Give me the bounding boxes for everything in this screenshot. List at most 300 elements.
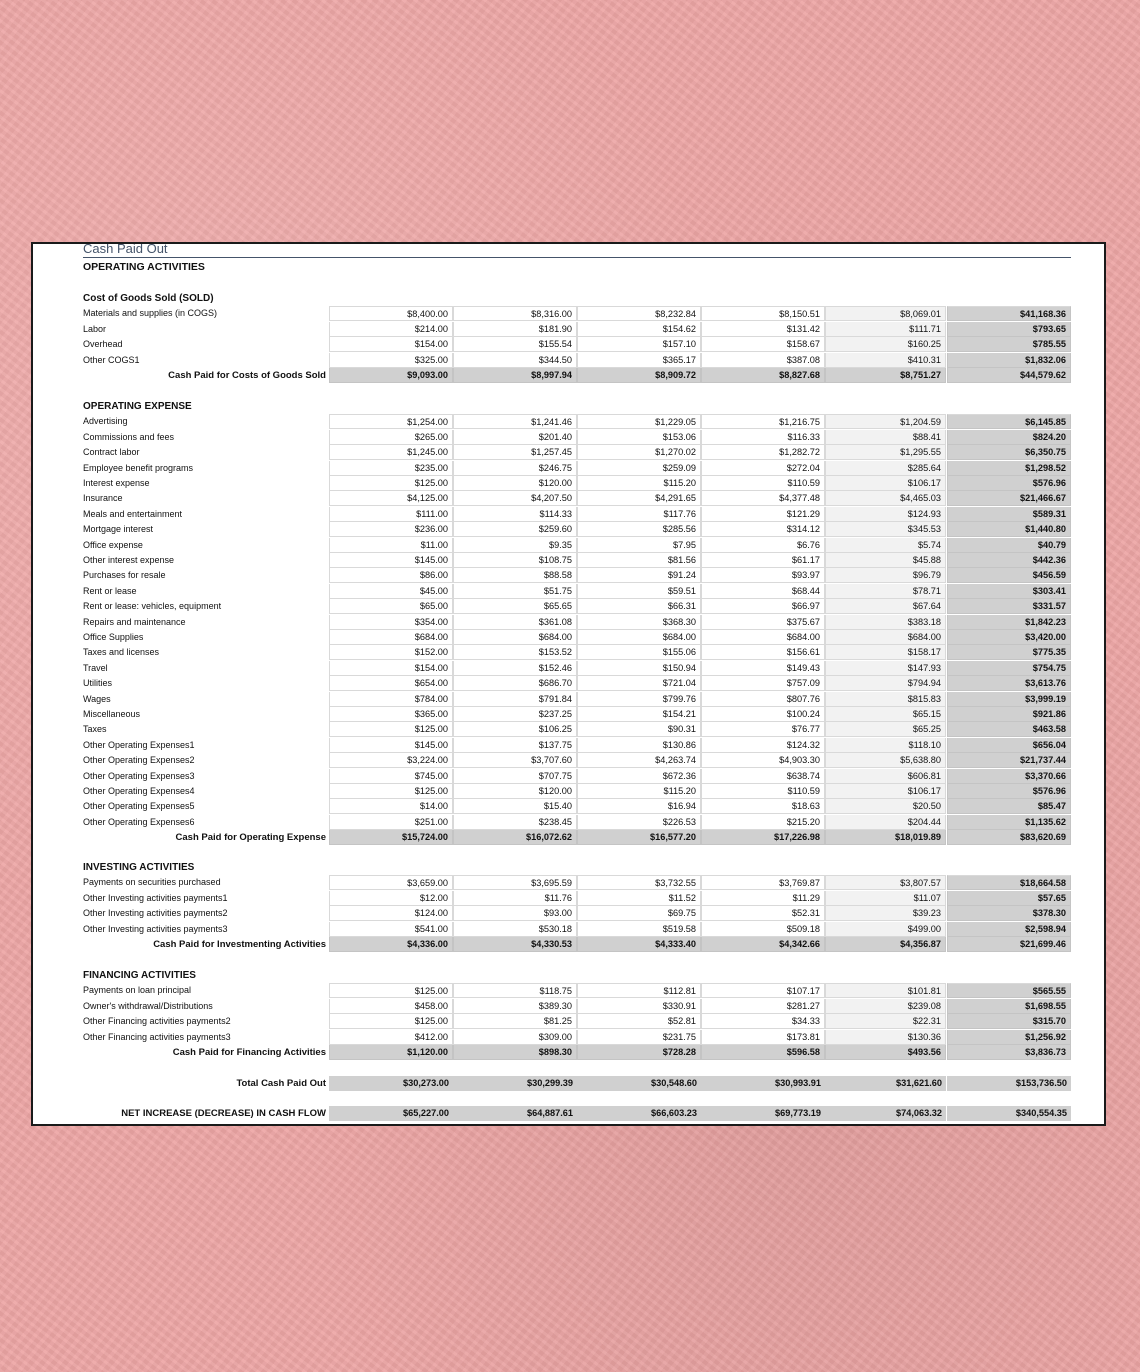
- table-row-cell-period-3[interactable]: $259.09: [577, 461, 701, 476]
- table-row-cell-period-5[interactable]: $147.93: [825, 661, 946, 676]
- table-row-cell-period-3[interactable]: $115.20: [577, 476, 701, 491]
- table-row-cell-period-2[interactable]: $155.54: [453, 337, 577, 352]
- table-row-cell-period-3[interactable]: $4,263.74: [577, 753, 701, 768]
- table-row-cell-period-1[interactable]: $125.00: [329, 983, 453, 998]
- table-row-label: Contract labor: [83, 447, 140, 458]
- table-row-cell-total[interactable]: $565.55: [947, 983, 1071, 998]
- table-row: [33, 983, 1106, 998]
- table-row-cell-total[interactable]: $1,698.55: [947, 999, 1071, 1014]
- table-row-cell-period-4[interactable]: $131.42: [701, 322, 825, 337]
- table-row-cell-period-2[interactable]: $9.35: [453, 538, 577, 553]
- table-row-cell-period-4[interactable]: $4,377.48: [701, 491, 825, 506]
- table-row-cell-period-3[interactable]: $11.52: [577, 891, 701, 906]
- table-row-cell-total[interactable]: $1,135.62: [947, 815, 1071, 830]
- table-row-cell-period-4[interactable]: $121.29: [701, 507, 825, 522]
- table-row-cell-period-2[interactable]: $152.46: [453, 661, 577, 676]
- subtotal-row: [33, 937, 1106, 952]
- table-row: [33, 722, 1106, 737]
- table-row-label: Owner's withdrawal/Distributions: [83, 1000, 213, 1011]
- table-row-cell-period-5[interactable]: $124.93: [825, 507, 946, 522]
- total-row: [33, 1076, 1106, 1091]
- table-row-cell-period-2[interactable]: $246.75: [453, 461, 577, 476]
- table-row-cell-period-1[interactable]: $11.00: [329, 538, 453, 553]
- table-row-cell-period-5[interactable]: $684.00: [825, 630, 946, 645]
- table-row-cell-period-1[interactable]: $4,125.00: [329, 491, 453, 506]
- table-row-cell-period-4[interactable]: $807.76: [701, 692, 825, 707]
- table-row-cell-period-4[interactable]: $116.33: [701, 430, 825, 445]
- table-row-cell-period-4[interactable]: $387.08: [701, 353, 825, 368]
- table-row-cell-period-3[interactable]: $3,732.55: [577, 875, 701, 890]
- subtotal-row-cell-period-4[interactable]: $8,827.68: [701, 368, 825, 383]
- table-row-cell-total[interactable]: $315.70: [947, 1014, 1071, 1029]
- table-row-cell-period-1[interactable]: $125.00: [329, 784, 453, 799]
- table-row-cell-period-1[interactable]: $111.00: [329, 507, 453, 522]
- table-row-cell-period-2[interactable]: $530.18: [453, 922, 577, 937]
- table-row-cell-total[interactable]: $41,168.36: [947, 306, 1071, 321]
- table-row-cell-period-4[interactable]: $149.43: [701, 661, 825, 676]
- table-row-cell-period-1[interactable]: $124.00: [329, 906, 453, 921]
- section-heading-label: Cost of Goods Sold (SOLD): [83, 293, 214, 304]
- table-row-cell-period-1[interactable]: $354.00: [329, 615, 453, 630]
- subtotal-row-cell-period-1[interactable]: $9,093.00: [329, 368, 453, 383]
- table-row: [33, 1030, 1106, 1045]
- table-row-cell-period-1[interactable]: $14.00: [329, 799, 453, 814]
- table-row-cell-total[interactable]: $3,370.66: [947, 769, 1071, 784]
- table-row-cell-period-2[interactable]: $81.25: [453, 1014, 577, 1029]
- table-row: [33, 784, 1106, 799]
- table-row-cell-period-4[interactable]: $76.77: [701, 722, 825, 737]
- table-row-cell-period-5[interactable]: $101.81: [825, 983, 946, 998]
- table-row-cell-period-1[interactable]: $458.00: [329, 999, 453, 1014]
- table-row-cell-period-5[interactable]: $8,069.01: [825, 306, 946, 321]
- table-row-cell-period-4[interactable]: $156.61: [701, 645, 825, 660]
- table-row-cell-period-1[interactable]: $541.00: [329, 922, 453, 937]
- table-row-cell-period-4[interactable]: $215.20: [701, 815, 825, 830]
- table-row-label: Miscellaneous: [83, 709, 141, 719]
- table-row-cell-period-4[interactable]: $375.67: [701, 615, 825, 630]
- net-cash-flow-row-cell-period-4[interactable]: $69,773.19: [701, 1106, 825, 1121]
- total-row-cell-period-2[interactable]: $30,299.39: [453, 1076, 577, 1091]
- table-row-cell-period-3[interactable]: $285.56: [577, 522, 701, 537]
- table-row-cell-period-1[interactable]: $236.00: [329, 522, 453, 537]
- table-row: [33, 353, 1106, 368]
- table-row-cell-period-1[interactable]: $1,245.00: [329, 445, 453, 460]
- table-row-cell-period-5[interactable]: $345.53: [825, 522, 946, 537]
- subtotal-row-label: Cash Paid for Costs of Goods Sold: [168, 370, 326, 381]
- table-row-label: Other COGS1: [83, 354, 140, 365]
- table-row-cell-total[interactable]: $456.59: [947, 568, 1071, 583]
- table-row-cell-period-1[interactable]: $325.00: [329, 353, 453, 368]
- section-heading: [33, 399, 1106, 414]
- table-row-cell-period-1[interactable]: $745.00: [329, 769, 453, 784]
- table-row-cell-total[interactable]: $754.75: [947, 661, 1071, 676]
- table-row-label: Advertising: [83, 416, 128, 427]
- table-row-cell-period-3[interactable]: $1,229.05: [577, 414, 701, 429]
- table-row-cell-period-5[interactable]: $78.71: [825, 584, 946, 599]
- table-row-cell-period-4[interactable]: $638.74: [701, 769, 825, 784]
- table-row-cell-period-4[interactable]: $6.76: [701, 538, 825, 553]
- table-row-cell-period-3[interactable]: $519.58: [577, 922, 701, 937]
- net-cash-flow-row-cell-period-1[interactable]: $65,227.00: [329, 1106, 453, 1121]
- table-row-cell-period-5[interactable]: $45.88: [825, 553, 946, 568]
- table-row-cell-period-3[interactable]: $365.17: [577, 353, 701, 368]
- table-row-cell-period-2[interactable]: $309.00: [453, 1030, 577, 1045]
- table-row-cell-total[interactable]: $18,664.58: [947, 875, 1071, 890]
- table-row-cell-total[interactable]: $589.31: [947, 507, 1071, 522]
- table-row-cell-total[interactable]: $303.41: [947, 584, 1071, 599]
- table-row-cell-period-4[interactable]: $11.29: [701, 891, 825, 906]
- table-row-cell-period-1[interactable]: $365.00: [329, 707, 453, 722]
- table-row-cell-total[interactable]: $1,256.92: [947, 1030, 1071, 1045]
- table-row: [33, 769, 1106, 784]
- table-row-cell-period-5[interactable]: $204.44: [825, 815, 946, 830]
- table-row-cell-period-1[interactable]: $265.00: [329, 430, 453, 445]
- table-row-cell-period-4[interactable]: $158.67: [701, 337, 825, 352]
- table-row-cell-period-5[interactable]: $815.83: [825, 692, 946, 707]
- net-cash-flow-row-cell-period-2[interactable]: $64,887.61: [453, 1106, 577, 1121]
- table-row-cell-period-2[interactable]: $15.40: [453, 799, 577, 814]
- table-row-cell-period-1[interactable]: $235.00: [329, 461, 453, 476]
- table-row-cell-period-4[interactable]: $61.17: [701, 553, 825, 568]
- table-row-cell-period-2[interactable]: $88.58: [453, 568, 577, 583]
- table-row: [33, 568, 1106, 583]
- table-row-cell-total[interactable]: $40.79: [947, 538, 1071, 553]
- table-row-cell-period-5[interactable]: $106.17: [825, 476, 946, 491]
- table-row-cell-period-4[interactable]: $107.17: [701, 983, 825, 998]
- table-row-cell-period-3[interactable]: $8,232.84: [577, 306, 701, 321]
- table-row-cell-total[interactable]: $442.36: [947, 553, 1071, 568]
- subtotal-row-cell-period-4[interactable]: $596.58: [701, 1045, 825, 1060]
- table-row-cell-period-1[interactable]: $214.00: [329, 322, 453, 337]
- table-row-cell-period-1[interactable]: $152.00: [329, 645, 453, 660]
- subtotal-row-cell-period-2[interactable]: $16,072.62: [453, 830, 577, 845]
- table-row-cell-period-2[interactable]: $120.00: [453, 784, 577, 799]
- subtotal-row-cell-period-2[interactable]: $8,997.94: [453, 368, 577, 383]
- subtotal-row-cell-period-5[interactable]: $18,019.89: [825, 830, 946, 845]
- table-row-cell-period-4[interactable]: $509.18: [701, 922, 825, 937]
- total-row-cell-period-5[interactable]: $31,621.60: [825, 1076, 946, 1091]
- table-row-cell-period-2[interactable]: $361.08: [453, 615, 577, 630]
- table-row-cell-period-4[interactable]: $4,903.30: [701, 753, 825, 768]
- table-row-cell-period-4[interactable]: $272.04: [701, 461, 825, 476]
- table-row-cell-period-5[interactable]: $118.10: [825, 738, 946, 753]
- table-row-cell-period-1[interactable]: $784.00: [329, 692, 453, 707]
- table-row-cell-period-2[interactable]: $51.75: [453, 584, 577, 599]
- table-row-cell-period-3[interactable]: $130.86: [577, 738, 701, 753]
- table-row-cell-period-2[interactable]: $1,241.46: [453, 414, 577, 429]
- subtotal-row-cell-period-1[interactable]: $15,724.00: [329, 830, 453, 845]
- subtotal-row-cell-period-4[interactable]: $4,342.66: [701, 937, 825, 952]
- table-row-cell-period-5[interactable]: $5,638.80: [825, 753, 946, 768]
- table-row-cell-period-1[interactable]: $3,659.00: [329, 875, 453, 890]
- table-row-cell-total[interactable]: $6,350.75: [947, 445, 1071, 460]
- table-row-cell-period-4[interactable]: $68.44: [701, 584, 825, 599]
- table-row-cell-period-5[interactable]: $410.31: [825, 353, 946, 368]
- subtotal-row-cell-total[interactable]: $21,699.46: [947, 937, 1071, 952]
- subtotal-row-cell-period-2[interactable]: $898.30: [453, 1045, 577, 1060]
- table-row-cell-total[interactable]: $6,145.85: [947, 414, 1071, 429]
- table-row-cell-period-4[interactable]: $1,216.75: [701, 414, 825, 429]
- table-row-cell-period-3[interactable]: $4,291.65: [577, 491, 701, 506]
- table-row-cell-period-2[interactable]: $8,316.00: [453, 306, 577, 321]
- table-row-cell-period-4[interactable]: $93.97: [701, 568, 825, 583]
- table-row-cell-period-3[interactable]: $1,270.02: [577, 445, 701, 460]
- table-row-cell-period-5[interactable]: $130.36: [825, 1030, 946, 1045]
- total-row-cell-period-4[interactable]: $30,993.91: [701, 1076, 825, 1091]
- table-row-cell-period-3[interactable]: $117.76: [577, 507, 701, 522]
- table-row-cell-period-2[interactable]: $707.75: [453, 769, 577, 784]
- table-row-cell-period-5[interactable]: $96.79: [825, 568, 946, 583]
- table-row-cell-period-4[interactable]: $110.59: [701, 476, 825, 491]
- table-row-cell-period-5[interactable]: $22.31: [825, 1014, 946, 1029]
- table-row-cell-period-1[interactable]: $684.00: [329, 630, 453, 645]
- table-row-cell-period-3[interactable]: $16.94: [577, 799, 701, 814]
- table-row-cell-period-3[interactable]: $59.51: [577, 584, 701, 599]
- table-row-cell-period-3[interactable]: $799.76: [577, 692, 701, 707]
- table-row-cell-period-2[interactable]: $684.00: [453, 630, 577, 645]
- table-row: [33, 584, 1106, 599]
- table-row-cell-period-5[interactable]: $3,807.57: [825, 875, 946, 890]
- table-row-cell-period-4[interactable]: $124.32: [701, 738, 825, 753]
- table-row-cell-period-3[interactable]: $90.31: [577, 722, 701, 737]
- table-row-cell-period-2[interactable]: $108.75: [453, 553, 577, 568]
- table-row-cell-period-3[interactable]: $368.30: [577, 615, 701, 630]
- table-row-cell-period-3[interactable]: $66.31: [577, 599, 701, 614]
- table-row-cell-period-4[interactable]: $100.24: [701, 707, 825, 722]
- table-row-cell-total[interactable]: $21,737.44: [947, 753, 1071, 768]
- table-row-cell-total[interactable]: $3,999.19: [947, 692, 1071, 707]
- table-row-cell-period-4[interactable]: $684.00: [701, 630, 825, 645]
- table-row-cell-period-3[interactable]: $155.06: [577, 645, 701, 660]
- table-row-cell-period-2[interactable]: $686.70: [453, 676, 577, 691]
- table-row-cell-period-3[interactable]: $154.21: [577, 707, 701, 722]
- subtotal-row-cell-period-1[interactable]: $1,120.00: [329, 1045, 453, 1060]
- table-row-cell-total[interactable]: $576.96: [947, 784, 1071, 799]
- table-row-cell-period-5[interactable]: $383.18: [825, 615, 946, 630]
- table-row-cell-period-2[interactable]: $259.60: [453, 522, 577, 537]
- table-row-cell-period-2[interactable]: $106.25: [453, 722, 577, 737]
- subtotal-row-cell-period-2[interactable]: $4,330.53: [453, 937, 577, 952]
- table-row-cell-period-4[interactable]: $8,150.51: [701, 306, 825, 321]
- table-row: [33, 645, 1106, 660]
- table-row-cell-total[interactable]: $1,832.06: [947, 353, 1071, 368]
- table-row-cell-period-5[interactable]: $794.94: [825, 676, 946, 691]
- table-row-cell-period-1[interactable]: $412.00: [329, 1030, 453, 1045]
- table-row-cell-total[interactable]: $85.47: [947, 799, 1071, 814]
- table-row-cell-period-1[interactable]: $8,400.00: [329, 306, 453, 321]
- table-row-cell-period-1[interactable]: $1,254.00: [329, 414, 453, 429]
- table-row-cell-period-5[interactable]: $20.50: [825, 799, 946, 814]
- subtotal-row-cell-period-1[interactable]: $4,336.00: [329, 937, 453, 952]
- table-row-cell-total[interactable]: $3,613.76: [947, 676, 1071, 691]
- table-row-cell-total[interactable]: $656.04: [947, 738, 1071, 753]
- table-row-cell-total[interactable]: $1,298.52: [947, 461, 1071, 476]
- table-row-cell-period-1[interactable]: $65.00: [329, 599, 453, 614]
- table-row-cell-period-1[interactable]: $654.00: [329, 676, 453, 691]
- table-row-label: Payments on securities purchased: [83, 877, 221, 888]
- total-row-cell-total[interactable]: $153,736.50: [947, 1076, 1071, 1091]
- table-row-cell-period-2[interactable]: $237.25: [453, 707, 577, 722]
- total-row-cell-period-1[interactable]: $30,273.00: [329, 1076, 453, 1091]
- table-row-cell-period-5[interactable]: $5.74: [825, 538, 946, 553]
- table-row-label: Payments on loan principal: [83, 985, 192, 996]
- subtotal-row-label: Cash Paid for Financing Activities: [172, 1047, 326, 1058]
- table-row-cell-period-2[interactable]: $93.00: [453, 906, 577, 921]
- table-row: [33, 306, 1106, 321]
- table-row-cell-total[interactable]: $793.65: [947, 322, 1071, 337]
- table-row-cell-period-2[interactable]: $65.65: [453, 599, 577, 614]
- table-row-cell-period-1[interactable]: $125.00: [329, 476, 453, 491]
- table-row-cell-period-5[interactable]: $106.17: [825, 784, 946, 799]
- table-row-cell-period-4[interactable]: $314.12: [701, 522, 825, 537]
- net-cash-flow-row-cell-period-3[interactable]: $66,603.23: [577, 1106, 701, 1121]
- table-row-cell-total[interactable]: $1,842.23: [947, 615, 1071, 630]
- table-row-label: Wages: [83, 693, 111, 704]
- table-row-cell-period-1[interactable]: $3,224.00: [329, 753, 453, 768]
- table-row-cell-period-1[interactable]: $154.00: [329, 661, 453, 676]
- table-row: [33, 476, 1106, 491]
- subtotal-row-cell-total[interactable]: $83,620.69: [947, 830, 1071, 845]
- table-row-cell-period-4[interactable]: $66.97: [701, 599, 825, 614]
- net-cash-flow-row-cell-period-5[interactable]: $74,063.32: [825, 1106, 946, 1121]
- table-row-cell-total[interactable]: $463.58: [947, 722, 1071, 737]
- table-row-cell-period-4[interactable]: $281.27: [701, 999, 825, 1014]
- table-row-cell-period-1[interactable]: $145.00: [329, 738, 453, 753]
- table-row-label: Other Investing activities payments1: [83, 892, 228, 903]
- table-row-cell-period-5[interactable]: $39.23: [825, 906, 946, 921]
- table-row-cell-period-3[interactable]: $52.81: [577, 1014, 701, 1029]
- table-row-cell-period-2[interactable]: $114.33: [453, 507, 577, 522]
- table-row-cell-period-3[interactable]: $684.00: [577, 630, 701, 645]
- subtotal-row-cell-period-5[interactable]: $493.56: [825, 1045, 946, 1060]
- table-row-cell-period-5[interactable]: $239.08: [825, 999, 946, 1014]
- table-row-cell-period-3[interactable]: $115.20: [577, 784, 701, 799]
- table-row-cell-period-2[interactable]: $201.40: [453, 430, 577, 445]
- table-row-cell-period-1[interactable]: $125.00: [329, 1014, 453, 1029]
- table-row-cell-period-5[interactable]: $1,295.55: [825, 445, 946, 460]
- table-row-cell-total[interactable]: $21,466.67: [947, 491, 1071, 506]
- table-row-cell-period-2[interactable]: $4,207.50: [453, 491, 577, 506]
- table-row-cell-total[interactable]: $2,598.94: [947, 922, 1071, 937]
- table-row-cell-period-1[interactable]: $86.00: [329, 568, 453, 583]
- table-row-cell-period-4[interactable]: $34.33: [701, 1014, 825, 1029]
- table-row-cell-period-5[interactable]: $88.41: [825, 430, 946, 445]
- table-row: [33, 491, 1106, 506]
- table-row-cell-period-2[interactable]: $389.30: [453, 999, 577, 1014]
- table-row-cell-total[interactable]: $3,420.00: [947, 630, 1071, 645]
- subtotal-row-cell-total[interactable]: $3,836.73: [947, 1045, 1071, 1060]
- table-row-cell-period-3[interactable]: $69.75: [577, 906, 701, 921]
- table-row-cell-total[interactable]: $824.20: [947, 430, 1071, 445]
- table-row-cell-period-2[interactable]: $3,695.59: [453, 875, 577, 890]
- table-row-cell-period-3[interactable]: $157.10: [577, 337, 701, 352]
- table-row-cell-total[interactable]: $785.55: [947, 337, 1071, 352]
- table-row-cell-period-3[interactable]: $150.94: [577, 661, 701, 676]
- table-row-cell-period-2[interactable]: $238.45: [453, 815, 577, 830]
- subtotal-row-cell-period-4[interactable]: $17,226.98: [701, 830, 825, 845]
- table-row-cell-period-1[interactable]: $125.00: [329, 722, 453, 737]
- table-row-cell-period-2[interactable]: $118.75: [453, 983, 577, 998]
- table-row-cell-period-3[interactable]: $153.06: [577, 430, 701, 445]
- subtotal-row-cell-period-3[interactable]: $8,909.72: [577, 368, 701, 383]
- table-row-cell-period-5[interactable]: $111.71: [825, 322, 946, 337]
- table-row-cell-total[interactable]: $57.65: [947, 891, 1071, 906]
- table-row-cell-period-4[interactable]: $1,282.72: [701, 445, 825, 460]
- table-row-cell-total[interactable]: $775.35: [947, 645, 1071, 660]
- table-row-cell-period-5[interactable]: $160.25: [825, 337, 946, 352]
- table-row-cell-period-2[interactable]: $791.84: [453, 692, 577, 707]
- table-row-cell-period-4[interactable]: $52.31: [701, 906, 825, 921]
- table-row-cell-period-5[interactable]: $606.81: [825, 769, 946, 784]
- table-row-cell-period-5[interactable]: $285.64: [825, 461, 946, 476]
- table-row-cell-period-2[interactable]: $181.90: [453, 322, 577, 337]
- subtotal-row-cell-period-3[interactable]: $4,333.40: [577, 937, 701, 952]
- table-row-cell-total[interactable]: $331.57: [947, 599, 1071, 614]
- table-row-cell-period-5[interactable]: $11.07: [825, 891, 946, 906]
- subtotal-row-cell-period-5[interactable]: $4,356.87: [825, 937, 946, 952]
- table-row-cell-period-3[interactable]: $226.53: [577, 815, 701, 830]
- table-row-cell-period-1[interactable]: $154.00: [329, 337, 453, 352]
- table-row-cell-period-5[interactable]: $65.15: [825, 707, 946, 722]
- table-row-cell-period-5[interactable]: $65.25: [825, 722, 946, 737]
- table-row-cell-period-3[interactable]: $672.36: [577, 769, 701, 784]
- table-row-cell-period-5[interactable]: $67.64: [825, 599, 946, 614]
- subtotal-row-cell-period-3[interactable]: $728.28: [577, 1045, 701, 1060]
- table-row-cell-period-3[interactable]: $112.81: [577, 983, 701, 998]
- table-row-cell-period-5[interactable]: $1,204.59: [825, 414, 946, 429]
- table-row-cell-total[interactable]: $1,440.80: [947, 522, 1071, 537]
- table-row-cell-period-1[interactable]: $45.00: [329, 584, 453, 599]
- table-row-cell-period-3[interactable]: $91.24: [577, 568, 701, 583]
- table-row-cell-period-2[interactable]: $153.52: [453, 645, 577, 660]
- table-row-cell-period-4[interactable]: $757.09: [701, 676, 825, 691]
- table-row-cell-period-5[interactable]: $499.00: [825, 922, 946, 937]
- table-row-cell-period-2[interactable]: $344.50: [453, 353, 577, 368]
- table-row-cell-period-2[interactable]: $3,707.60: [453, 753, 577, 768]
- subtotal-row-cell-period-5[interactable]: $8,751.27: [825, 368, 946, 383]
- table-row-cell-period-4[interactable]: $110.59: [701, 784, 825, 799]
- table-row-cell-period-3[interactable]: $81.56: [577, 553, 701, 568]
- table-row-cell-total[interactable]: $921.86: [947, 707, 1071, 722]
- table-row-cell-total[interactable]: $576.96: [947, 476, 1071, 491]
- table-row-cell-period-5[interactable]: $158.17: [825, 645, 946, 660]
- table-row-cell-period-2[interactable]: $1,257.45: [453, 445, 577, 460]
- table-row-cell-total[interactable]: $378.30: [947, 906, 1071, 921]
- subtotal-row: [33, 368, 1106, 383]
- table-row-cell-period-3[interactable]: $721.04: [577, 676, 701, 691]
- table-row-cell-period-1[interactable]: $145.00: [329, 553, 453, 568]
- total-row-cell-period-3[interactable]: $30,548.60: [577, 1076, 701, 1091]
- net-cash-flow-row-cell-total[interactable]: $340,554.35: [947, 1106, 1071, 1121]
- table-row-cell-period-3[interactable]: $154.62: [577, 322, 701, 337]
- table-row: [33, 692, 1106, 707]
- table-row-cell-period-2[interactable]: $120.00: [453, 476, 577, 491]
- table-row-cell-period-3[interactable]: $330.91: [577, 999, 701, 1014]
- table-row-cell-period-1[interactable]: $251.00: [329, 815, 453, 830]
- table-row-cell-period-3[interactable]: $7.95: [577, 538, 701, 553]
- table-row-cell-period-2[interactable]: $11.76: [453, 891, 577, 906]
- table-row-cell-period-1[interactable]: $12.00: [329, 891, 453, 906]
- table-row-label: Insurance: [83, 493, 123, 504]
- table-row-cell-period-4[interactable]: $173.81: [701, 1030, 825, 1045]
- table-row-cell-period-4[interactable]: $3,769.87: [701, 875, 825, 890]
- table-row-cell-period-3[interactable]: $231.75: [577, 1030, 701, 1045]
- table-row-cell-period-2[interactable]: $137.75: [453, 738, 577, 753]
- table-row-cell-period-5[interactable]: $4,465.03: [825, 491, 946, 506]
- subtotal-row-cell-period-3[interactable]: $16,577.20: [577, 830, 701, 845]
- subtotal-row-cell-total[interactable]: $44,579.62: [947, 368, 1071, 383]
- table-row-cell-period-4[interactable]: $18.63: [701, 799, 825, 814]
